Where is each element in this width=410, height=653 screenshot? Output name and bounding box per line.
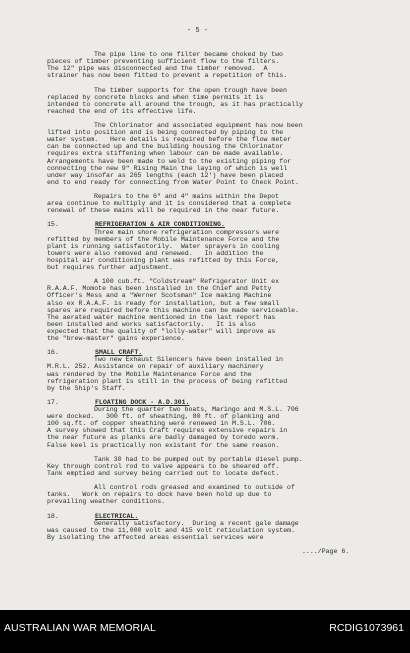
document-line: towers were also removed and renewed. In addition the [47, 249, 264, 257]
document-line: under way insofar as 265 lengths (each 12') have been placed [47, 171, 284, 179]
section-title: FLOATING DOCK - A.D.301. [95, 398, 190, 406]
document-line: requires extra stiffening when labour can be made available. [47, 150, 284, 158]
footer-record-id: RCDIG1073961 [329, 622, 404, 634]
document-line: refitted by members of the Mobile Maintenance Force and the [47, 235, 280, 243]
section-number: 18. [47, 512, 59, 520]
document-line: M.R.L. 252. Assistance on repair of auxiliary machinery [47, 363, 264, 371]
section-number: 16. [47, 349, 59, 357]
document-line: area continue to multiply and it is considered that a complete [47, 200, 292, 208]
document-line: 100 sq.ft. of copper sheathing were renewed in M.S.L. 706. [47, 420, 276, 428]
section-title: ELECTRICAL. [95, 512, 139, 520]
document-line: refrigeration plant is still in the process of being refitted [47, 377, 288, 385]
document-line: can be connected up and the building housing the Chlorinator [47, 143, 284, 151]
document-line: prevailing weather conditions. [47, 498, 166, 506]
document-line: The 12" pipe was disconnected and the timber removed. A [47, 65, 268, 73]
document-line: Tank 30 had to be pumped out by portable diesel pump. [94, 455, 303, 463]
document-line: strainer has now been fitted to prevent a repetition of this. [47, 72, 288, 80]
document-line: plant is running satisfactorily. Water sprayers in cooling [47, 242, 280, 250]
document-line: was caused to the 11,000 volt and 415 volt reticulation system. [47, 526, 296, 534]
document-line: was rendered by the Mobile Maintenance Force and the [47, 370, 252, 378]
section-title: REFRIGERATION & AIR CONDITIONING. [95, 221, 225, 229]
document-line: water system. Here details is required before the flow meter [47, 136, 292, 144]
archive-footer-bar [0, 610, 410, 653]
document-line: been installed and works satisfactorily. It is also [47, 320, 256, 328]
document-line: Generally satisfactory. During a recent gale damage [94, 519, 299, 527]
document-line: tanks. Work on repairs to dock have been hold up due to [47, 491, 272, 499]
page-number: - 5 - [187, 27, 209, 35]
document-line: Officer's Mess and a "Werner Scotsman" Ice making Machine [47, 292, 272, 300]
document-line: A survey showed that this Craft requires extensive repairs in [47, 427, 288, 435]
document-line: lifted into position and is being connected by piping to the [47, 129, 284, 137]
document-line: the near future as planks are badly damaged by toredo worm. [47, 434, 280, 442]
document-line: intended to concrete all around the trough, as it has practically [47, 100, 303, 108]
document-line: During the quarter two boats, Maringo and M.S.L. 706 [94, 406, 299, 413]
document-line: reached the end of its effective life. [47, 107, 197, 115]
document-line: pieces of timber preventing sufficient flow to the filters. [47, 58, 280, 66]
section-number: 15. [47, 221, 59, 229]
document-line: Repairs to the 6" and 4" mains within the Depot [94, 193, 280, 200]
document-line: The pipe line to one filter became choked by two [94, 51, 283, 58]
document-line: The Chlorinator and associated equipment has now been [94, 122, 303, 129]
document-line: False keel is practically non existant for the same reason. [47, 441, 280, 449]
document-line: were docked. 300 ft. of sheathing, 80 ft. of planking and [47, 413, 280, 421]
document-line: All control rods greased and examined to outside of [94, 484, 295, 492]
document-line: hospital air conditioning plant was refitted by this Force, [47, 256, 280, 264]
document-line: expected that the quality of "lolly-water" will improve as [47, 327, 276, 335]
section-number: 17. [47, 398, 59, 406]
footer-source-label: AUSTRALIAN WAR MEMORIAL [4, 622, 156, 634]
document-line: R.A.A.F. Momote has been installed in the Chief and Petty [47, 285, 272, 293]
document-line: A 100 cub.ft. "Coldstream" Refrigerator Unit ex [94, 278, 280, 286]
document-line: connecting the new 9" Rising Main the laying of which is well [47, 164, 288, 172]
document-line: Key through control rod to valve appears to be sheared off. [47, 462, 280, 470]
document-line: Three main shore refrigeration compressors were [94, 228, 280, 236]
document-line: by the Ship's Staff. [47, 384, 126, 392]
document-line: end to end ready for connecting from Water Point to Check Point. [47, 178, 299, 186]
section-title: SMALL CRAFT. [95, 349, 143, 357]
document-line: but requires further adjustment. [47, 264, 173, 271]
document-line: The timber supports for the open trough have been [94, 86, 287, 94]
document-line: renewal of these mains will be required in the near future. [47, 207, 280, 215]
document-line: replaced by concrete blocks and when time permits it is [47, 93, 264, 101]
document-line: Arrangements have been made to weld to the existing piping for [47, 157, 292, 165]
document-line: ..../Page 6. [302, 548, 350, 555]
document-line: Two new Exhaust Silencers have been installed in [94, 356, 283, 364]
document-line: Tank emptied and survey being carried out to locate defect. [47, 469, 280, 477]
document-line: the "brew-master" gains experience. [47, 335, 185, 342]
document-line: The aerated water machine mentioned in the last report has [47, 313, 276, 321]
document-line: spares are required before this machine can be made serviceable. [47, 306, 299, 314]
document-line: also ex R.A.A.F. is ready for installation, but a few small [47, 299, 280, 307]
document-line: By isolating the affected areas essential services were [47, 533, 264, 541]
